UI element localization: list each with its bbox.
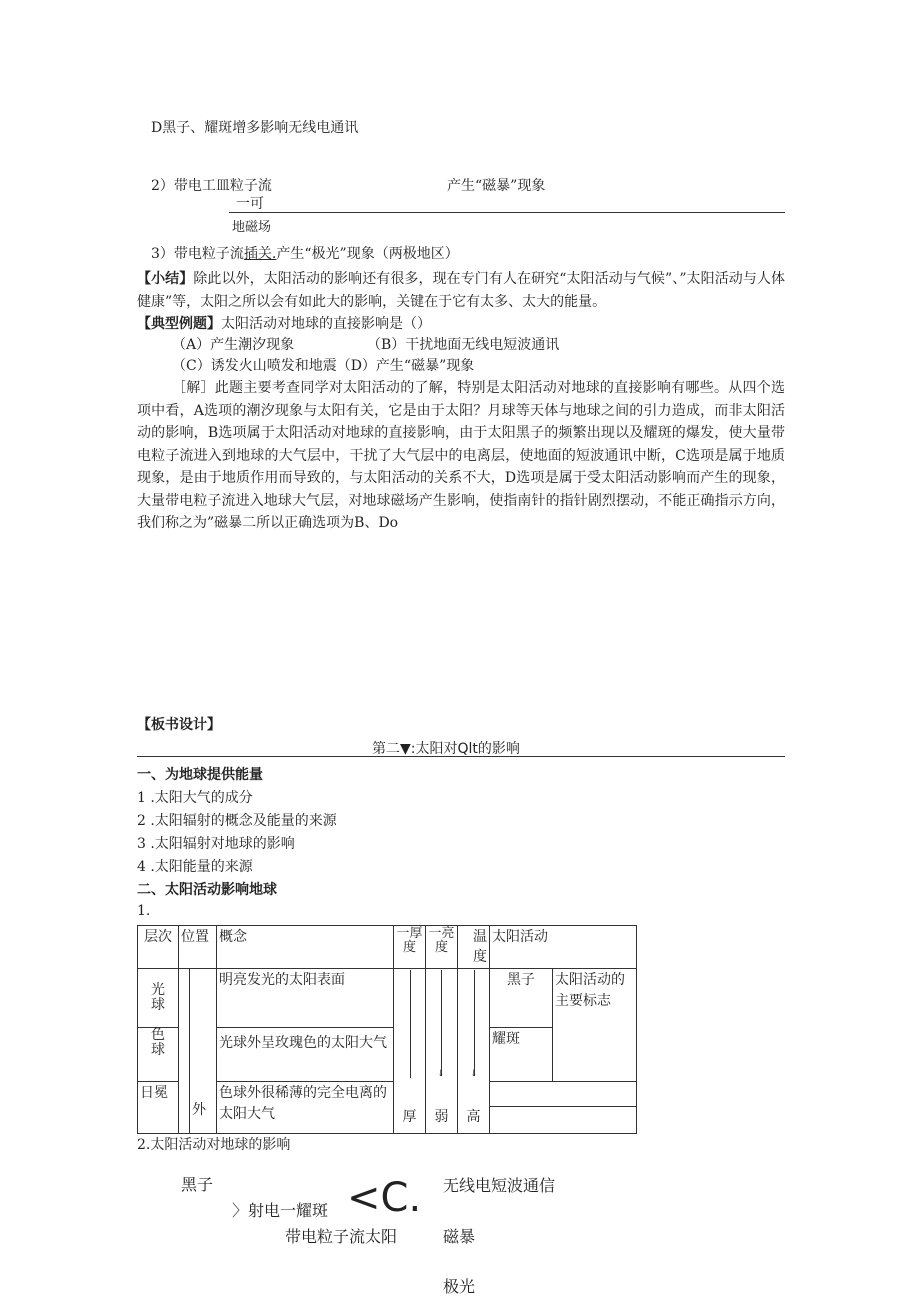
row-pos-left-blank (179, 969, 190, 1134)
geomagnetic-label: 地磁场 (232, 220, 272, 235)
diagram-aurora: 极光 (443, 1277, 476, 1296)
thickness-arrow-line (410, 970, 411, 1078)
brightness-arrow-head: ↓ (437, 1069, 445, 1079)
section1-item-1: 1 .太阳大气的成分 (137, 790, 253, 806)
row2-concept: 光球外呈玫瑰色的太阳大气 (217, 1028, 394, 1082)
option-b: （B）干扰地面无线电短波通讯 (367, 337, 560, 353)
board-title-rule (137, 756, 785, 757)
header-position: 位置 (179, 926, 217, 969)
row3-concept: 色球外很稀薄的完全电离的太阳大气 (217, 1082, 394, 1134)
header-thickness: 一厚度 (394, 926, 426, 969)
row1-layer: 光球 (138, 969, 179, 1028)
row1-activity: 黑子 (490, 969, 553, 1028)
diagram-storm: 磁暴 (443, 1227, 476, 1246)
item2-sub-text: 一可 (236, 196, 264, 212)
item3-pre: 3）带电粒子流 (151, 246, 244, 262)
diagram-radio: 无线电短波通信 (443, 1176, 556, 1195)
row1-concept: 明亮发光的太阳表面 (217, 969, 394, 1028)
row2-layer: 色球 (138, 1028, 179, 1082)
row1-activity-note: 太阳活动的主要标志 (553, 969, 637, 1082)
section2-heading: 二、太阳活动影响地球 (137, 882, 277, 898)
diagram-particles: 带电粒子流太阳 (285, 1227, 398, 1246)
header-temperature: 温度 (458, 926, 490, 969)
diagram-flare: 〉射电一耀斑 (232, 1201, 329, 1220)
header-activity: 太阳活动 (490, 926, 637, 969)
sun-layers-table (137, 925, 637, 1134)
header-brightness: 一亮度 (426, 926, 458, 969)
row3-brightness: 弱 (426, 1082, 458, 1134)
item3-line (151, 243, 459, 263)
section1-item-4: 4 .太阳能量的来源 (137, 859, 253, 875)
option-d-line: D黑子、耀斑增多影响无线电通讯 (151, 120, 359, 136)
row3-temperature: 高 (458, 1082, 490, 1134)
section2-num-2: 2.太阳活动对地球的影响 (137, 1137, 291, 1153)
summary-text: 除此以外，太阳活动的影响还有很多，现在专门有人在研究“太阳活动与气候”、”太阳活动与人体健康”等，太阳之所以会有如此大的影响，关键在于它有太多、太大的能量。 (137, 271, 785, 310)
example-text: 太阳活动对地球的直接影响是（） (221, 316, 431, 332)
header-concept: 概念 (217, 926, 394, 969)
header-layer: 层次 (138, 926, 179, 969)
example-line (137, 313, 431, 333)
board-tag: 【板书设计】 (137, 717, 221, 733)
diagram-sunspot: 黑子 (181, 1175, 214, 1194)
option-cd: （C）诱发火山喷发和地震（D）产生“磁暴”现象 (172, 358, 475, 374)
temperature-arrow-head: ↓ (470, 1069, 478, 1079)
item2-left-text: 2）带电工皿粒子流 (151, 178, 272, 194)
row2-activity: 耀斑 (490, 1028, 553, 1082)
row3-thickness: 厚 (394, 1082, 426, 1134)
board-title: 第二▼:太阳对Qlt的影响 (372, 741, 520, 757)
item3-underlined: 插关. (243, 246, 277, 262)
row-pos-right: 外 (190, 969, 217, 1134)
item3-post: 产生“极光”现象（两极地区） (276, 246, 459, 262)
solution-paragraph: ［解］此题主要考查同学对太阳活动的了解，特别是太阳活动对地球的直接影响有哪些。从四个选项中看，A选项的潮汐现象与太阳有关，它是由于太阳？月球等天体与地球之间的引力造成，而非太阳活动的影响，B选项属于太阳活动对地球的直接影响，由于太阳黑子的频繁出现以及耀斑的爆发，使大量带电粒子流进入到地球的大气层中，干扰了大气层中的电离层，使地面的短波通讯中断，C选项是属于地质现象，是由于地质作用而导致的，与太阳活动的关系不大，D选项是属于受太阳活动影响而产生的现象，大量带电粒子流进入地球大气层，对地球磁场产生影响，使指南针的指针剧烈摆动，不能正确指示方向，我们称之为”磁暴二所以正确选项为B、Do (137, 380, 785, 531)
summary-tag: 【小结】 (137, 271, 194, 287)
example-tag: 【典型例题】 (137, 316, 221, 332)
row3-layer: 日冕 (138, 1082, 179, 1134)
section1-item-3: 3 .太阳辐射对地球的影响 (137, 836, 295, 852)
section1-item-2: 2 .太阳辐射的概念及能量的来源 (137, 813, 337, 829)
section1-heading: 一、为地球提供能量 (137, 767, 263, 783)
item2-arrow-line (229, 212, 785, 213)
summary-paragraph (137, 268, 785, 313)
brightness-arrow-line (441, 970, 442, 1076)
option-a: （A）产生潮汐现象 (172, 337, 295, 353)
diagram-bracket: <C. (347, 1175, 422, 1221)
temperature-arrow-line (474, 970, 475, 1076)
row3-activity-blank (490, 1082, 637, 1134)
item2-right-text: 产生“磁暴”现象 (447, 178, 546, 194)
section2-num-1: 1. (137, 903, 151, 919)
